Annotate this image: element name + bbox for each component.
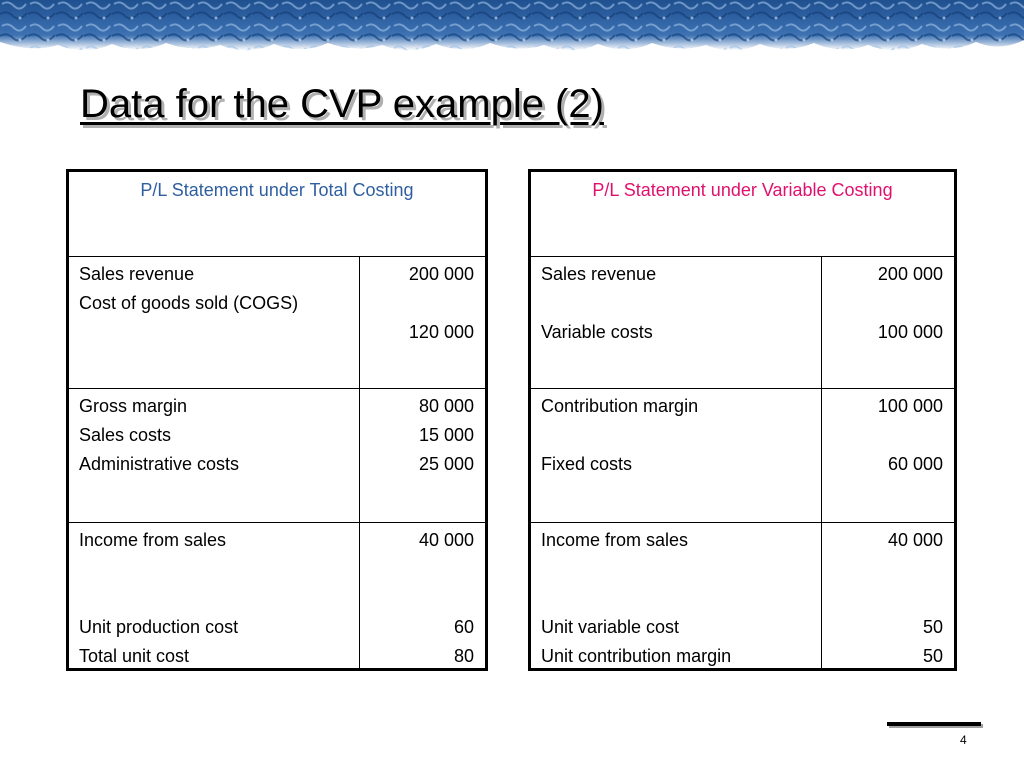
row-label — [541, 288, 821, 317]
row-value: 80 000 — [418, 396, 474, 416]
row-value: 120 000 — [408, 322, 474, 342]
row-label: Administrative costs — [79, 454, 240, 474]
variable-costing-table — [528, 169, 957, 671]
variable-costing-header: P/L Statement under Variable Costing — [530, 171, 956, 257]
row-label — [79, 554, 359, 583]
row-value: 200 000 — [408, 264, 474, 284]
row-label: Sales revenue — [541, 264, 657, 284]
row-value: 60 — [453, 617, 474, 637]
row-label: Sales revenue — [79, 264, 195, 284]
row-value: 200 000 — [877, 264, 943, 284]
row-label — [541, 420, 821, 449]
slide-title: Data for the CVP example (2) — [80, 82, 604, 126]
header-banner — [0, 0, 1024, 58]
row-label — [79, 583, 359, 612]
row-value — [822, 554, 943, 583]
row-value: 100 000 — [877, 322, 943, 342]
row-value: 80 — [453, 646, 474, 666]
row-label: Income from sales — [541, 530, 689, 550]
row-value: 50 — [922, 646, 943, 666]
row-label: Variable costs — [541, 322, 653, 342]
row-label: Total unit cost — [79, 646, 190, 666]
row-value: 15 000 — [418, 425, 474, 445]
row-value: 40 000 — [418, 530, 474, 550]
row-label: Gross margin — [79, 396, 188, 416]
row-value: 100 000 — [877, 396, 943, 416]
total-costing-table — [66, 169, 488, 671]
total-costing-header: P/L Statement under Total Costing — [68, 171, 487, 257]
row-value — [822, 288, 943, 317]
row-value — [360, 554, 474, 583]
row-label: Cost of goods sold (COGS) — [79, 293, 299, 313]
row-label: Unit variable cost — [541, 617, 680, 637]
row-label: Unit contribution margin — [541, 646, 732, 666]
row-value — [360, 288, 474, 317]
row-value — [822, 583, 943, 612]
row-value — [360, 583, 474, 612]
row-value — [822, 420, 943, 449]
row-label: Contribution margin — [541, 396, 699, 416]
row-label — [541, 583, 821, 612]
footer-rule — [887, 722, 981, 726]
row-label: Fixed costs — [541, 454, 633, 474]
row-value: 25 000 — [418, 454, 474, 474]
row-label: Income from sales — [79, 530, 227, 550]
row-label — [541, 554, 821, 583]
row-value: 40 000 — [887, 530, 943, 550]
row-value: 50 — [922, 617, 943, 637]
row-label: Sales costs — [79, 425, 172, 445]
page-number: 4 — [960, 733, 967, 747]
row-label: Unit production cost — [79, 617, 239, 637]
row-value: 60 000 — [887, 454, 943, 474]
row-label — [79, 317, 359, 346]
